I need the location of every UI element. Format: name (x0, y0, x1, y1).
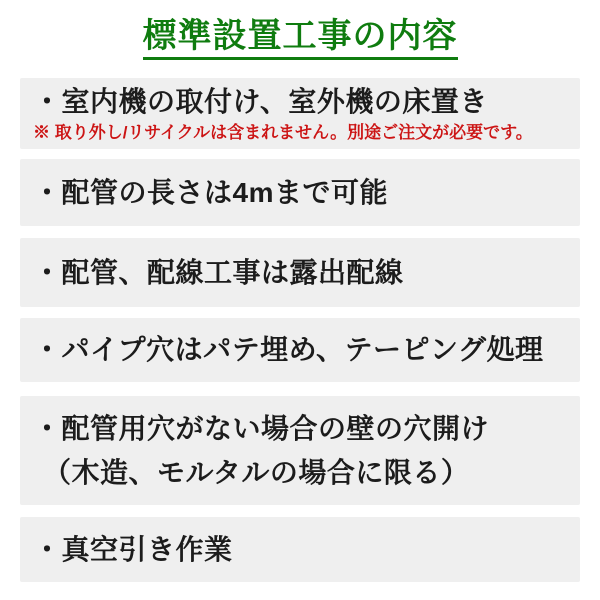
list-item (20, 159, 580, 226)
list-item (20, 238, 580, 307)
list-item-text: ・パイプ穴はパテ埋め、テーピング処理 (33, 334, 544, 365)
list-item-text: ・室内機の取付け、室外機の床置き (33, 86, 488, 117)
list-item (20, 396, 580, 505)
page-title: 標準設置工事の内容 (143, 16, 458, 60)
list-item (20, 78, 580, 149)
list-item-text: ・配管用穴がない場合の壁の穴開け (33, 412, 490, 444)
list-item (20, 517, 580, 582)
list-item-text: ・配管、配線工事は露出配線 (33, 256, 404, 288)
list-item-text-line2: （木造、モルタルの場合に限る） (43, 456, 470, 488)
list-item-text: ・真空引き作業 (33, 533, 233, 565)
list-item-text: ・配管の長さは4mまで可能 (33, 176, 388, 208)
list-item (20, 318, 580, 382)
title-wrap (20, 16, 580, 78)
list-item-note: ※ 取り外し/リサイクルは含まれません。別途ご注文が必要です。 (33, 123, 533, 142)
